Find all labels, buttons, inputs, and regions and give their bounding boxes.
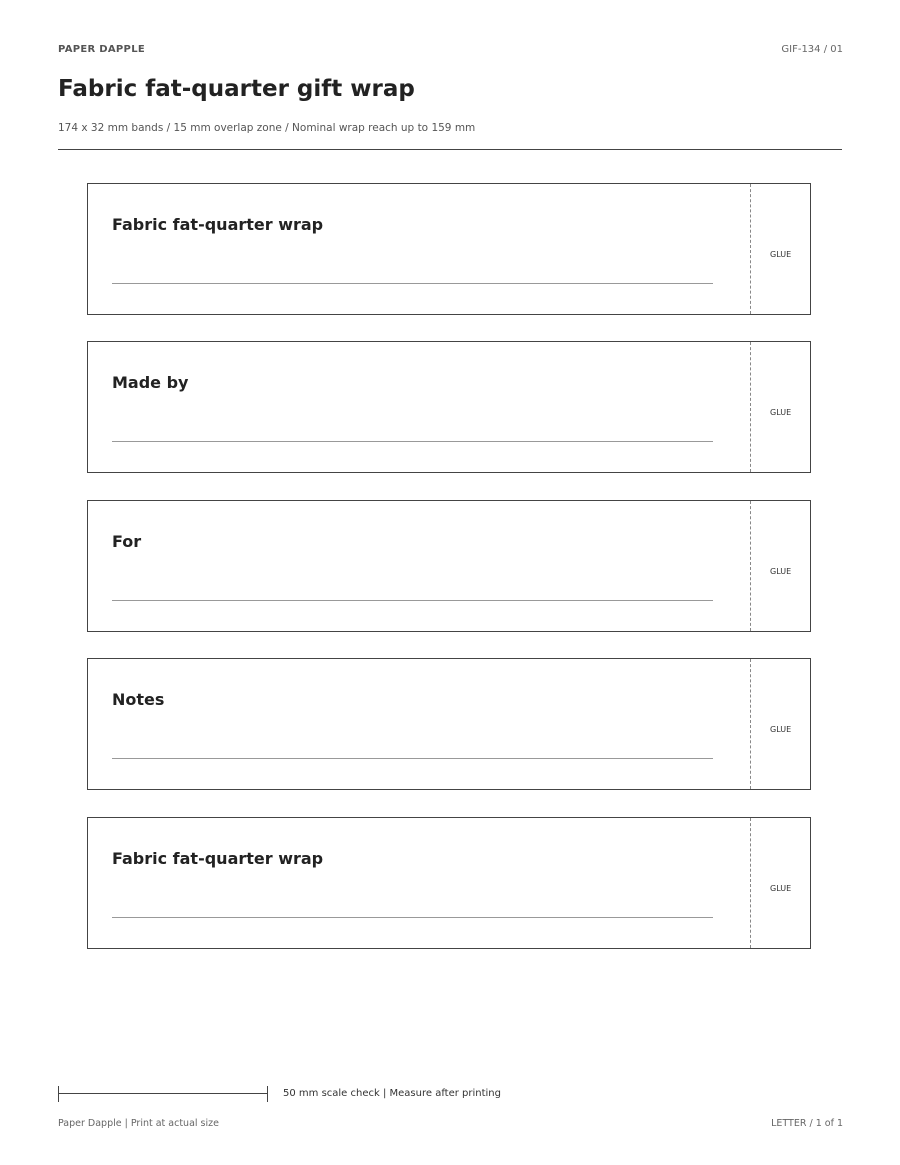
write-line bbox=[112, 758, 713, 759]
scale-check-text: 50 mm scale check | Measure after printing bbox=[283, 1088, 501, 1099]
glue-label: GLUE bbox=[770, 250, 792, 259]
scale-bar bbox=[58, 1086, 267, 1102]
fold-line bbox=[750, 818, 751, 948]
glue-label: GLUE bbox=[770, 408, 792, 417]
band-label: For bbox=[112, 532, 142, 551]
wrap-band bbox=[87, 341, 811, 473]
document-code: GIF-134 / 01 bbox=[781, 44, 843, 55]
glue-label: GLUE bbox=[770, 725, 792, 734]
scale-bar-line bbox=[58, 1093, 267, 1094]
footer-right: LETTER / 1 of 1 bbox=[771, 1118, 843, 1129]
write-line bbox=[112, 917, 713, 918]
brand-name: PAPER DAPPLE bbox=[58, 44, 145, 55]
band-label: Fabric fat-quarter wrap bbox=[112, 215, 324, 234]
wrap-band bbox=[87, 658, 811, 790]
scale-bar-tick-right bbox=[267, 1086, 268, 1102]
band-label: Made by bbox=[112, 373, 189, 392]
page-subtitle: 174 x 32 mm bands / 15 mm overlap zone / Nominal wrap reach up to 159 mm bbox=[58, 122, 476, 134]
wrap-band bbox=[87, 500, 811, 632]
write-line bbox=[112, 600, 713, 601]
glue-label: GLUE bbox=[770, 884, 792, 893]
glue-label: GLUE bbox=[770, 567, 792, 576]
fold-line bbox=[750, 342, 751, 472]
header-divider bbox=[58, 149, 842, 150]
band-label: Fabric fat-quarter wrap bbox=[112, 849, 324, 868]
wrap-band bbox=[87, 183, 811, 315]
scale-bar-tick-left bbox=[58, 1086, 59, 1102]
band-label: Notes bbox=[112, 690, 165, 709]
fold-line bbox=[750, 659, 751, 789]
footer-left: Paper Dapple | Print at actual size bbox=[58, 1118, 219, 1129]
fold-line bbox=[750, 184, 751, 314]
page-title: Fabric fat-quarter gift wrap bbox=[58, 76, 415, 102]
wrap-band bbox=[87, 817, 811, 949]
fold-line bbox=[750, 501, 751, 631]
write-line bbox=[112, 441, 713, 442]
write-line bbox=[112, 283, 713, 284]
